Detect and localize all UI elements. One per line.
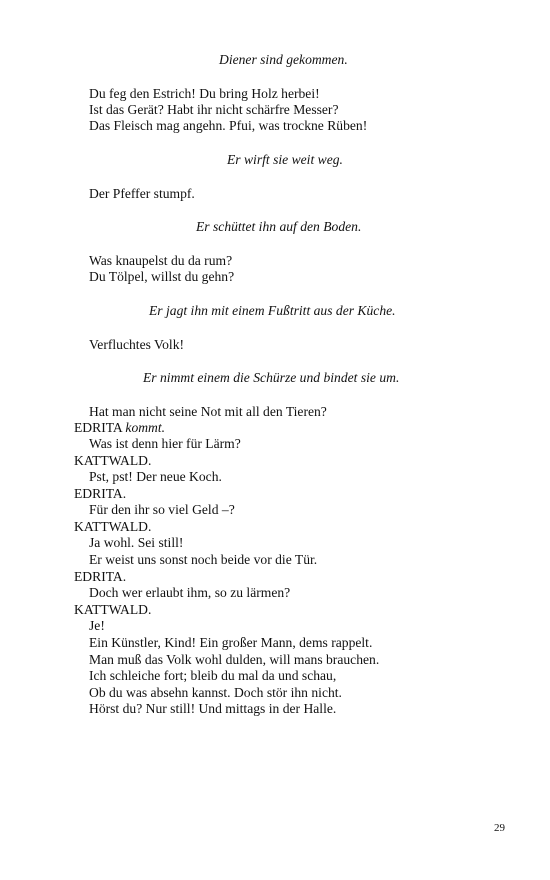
verse-line: Verfluchtes Volk! bbox=[89, 337, 185, 352]
verse-line: Er weist uns sonst noch beide vor die Tür. bbox=[89, 552, 318, 567]
verse-line: Ob du was absehn kannst. Doch stör ihn nicht. bbox=[89, 685, 342, 700]
verse-line: Doch wer erlaubt ihm, so zu lärmen? bbox=[89, 585, 291, 600]
speaker-edrita: EDRITA. bbox=[74, 569, 127, 584]
speaker-action: kommt. bbox=[125, 420, 166, 435]
verse-line: Pst, pst! Der neue Koch. bbox=[89, 469, 222, 484]
verse-line: Ist das Gerät? Habt ihr nicht schärfre Messer? bbox=[89, 102, 339, 117]
verse-line: Für den ihr so viel Geld –? bbox=[89, 502, 235, 517]
speaker-name bbox=[74, 420, 165, 436]
speaker-edrita: EDRITA bbox=[74, 420, 122, 435]
verse-line: Was ist denn hier für Lärm? bbox=[89, 436, 241, 451]
verse-line: Du feg den Estrich! Du bring Holz herbei! bbox=[89, 86, 320, 101]
verse-line: Was knaupelst du da rum? bbox=[89, 253, 233, 268]
stage-direction: Er schüttet ihn auf den Boden. bbox=[196, 219, 362, 234]
verse-line: Der Pfeffer stumpf. bbox=[89, 186, 195, 201]
stage-direction: Diener sind gekommen. bbox=[219, 52, 348, 67]
verse-line: Man muß das Volk wohl dulden, will mans brauchen. bbox=[89, 652, 380, 667]
page-number: 29 bbox=[494, 822, 505, 834]
verse-line: Das Fleisch mag angehn. Pfui, was trockne Rüben! bbox=[89, 118, 368, 133]
verse-line: Du Tölpel, willst du gehn? bbox=[89, 269, 235, 284]
speaker-kattwald: KATTWALD. bbox=[74, 602, 152, 617]
verse-line: Ich schleiche fort; bleib du mal da und schau, bbox=[89, 668, 337, 683]
stage-direction: Er jagt ihn mit einem Fußtritt aus der Küche. bbox=[149, 303, 396, 318]
verse-line: Hat man nicht seine Not mit all den Tieren? bbox=[89, 404, 327, 419]
verse-line: Ja wohl. Sei still! bbox=[89, 535, 184, 550]
stage-direction: Er wirft sie weit weg. bbox=[227, 152, 343, 167]
speaker-kattwald: KATTWALD. bbox=[74, 453, 152, 468]
verse-line: Ein Künstler, Kind! Ein großer Mann, dems rappelt. bbox=[89, 635, 373, 650]
stage-direction: Er nimmt einem die Schürze und bindet sie um. bbox=[143, 370, 400, 385]
speaker-kattwald: KATTWALD. bbox=[74, 519, 152, 534]
verse-line: Hörst du? Nur still! Und mittags in der Halle. bbox=[89, 701, 337, 716]
verse-line: Je! bbox=[89, 618, 105, 633]
speaker-edrita: EDRITA. bbox=[74, 486, 127, 501]
